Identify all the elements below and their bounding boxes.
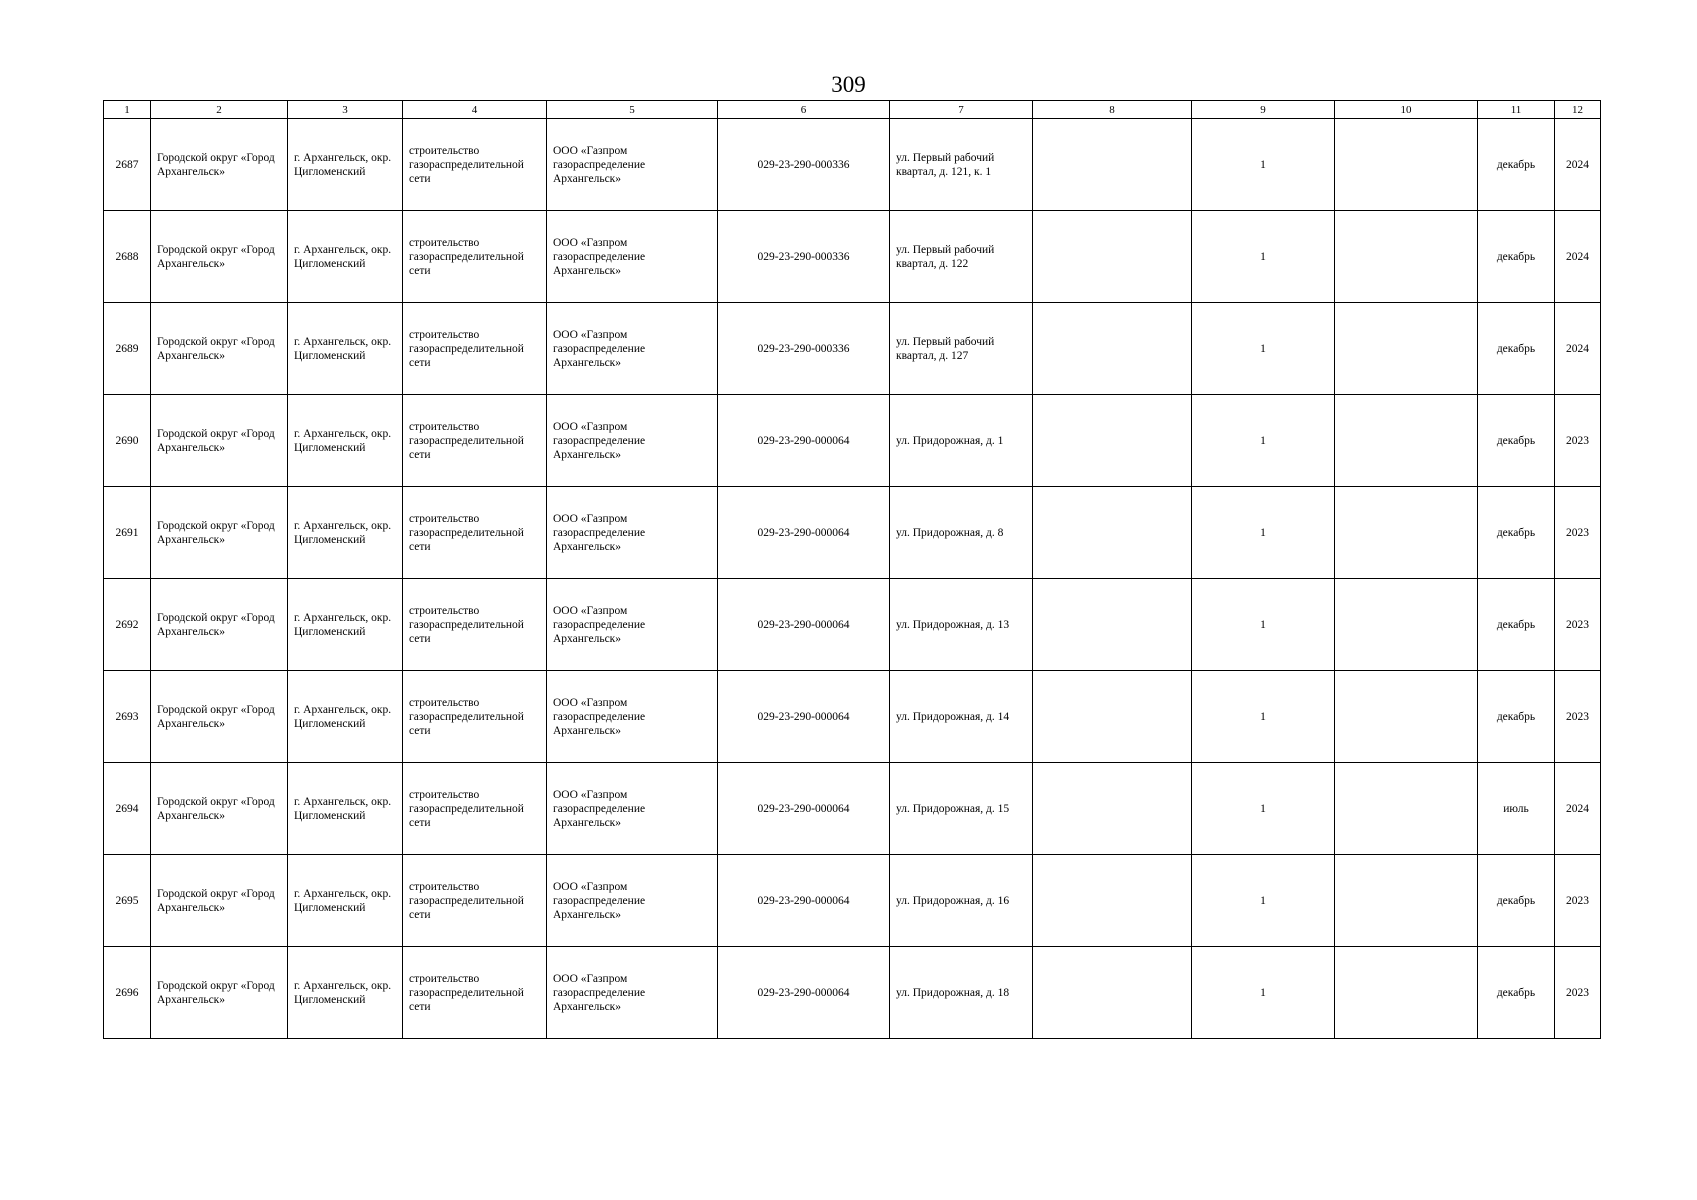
column-8-cell — [1033, 947, 1192, 1039]
address-cell: ул. Придорожная, д. 13 — [890, 579, 1033, 671]
column-9-cell: 1 — [1192, 119, 1335, 211]
code-cell: 029-23-290-000336 — [718, 303, 890, 395]
year-cell: 2023 — [1555, 487, 1601, 579]
year-cell: 2024 — [1555, 763, 1601, 855]
year-cell: 2023 — [1555, 947, 1601, 1039]
column-number: 10 — [1335, 101, 1478, 119]
row-number-cell: 2693 — [104, 671, 151, 763]
operator-cell: ООО «Газпром газораспределение Архангельск» — [547, 119, 718, 211]
row-number-cell: 2694 — [104, 763, 151, 855]
column-number: 12 — [1555, 101, 1601, 119]
table-row — [104, 579, 1601, 671]
address-cell: ул. Придорожная, д. 8 — [890, 487, 1033, 579]
operator-cell: ООО «Газпром газораспределение Архангельск» — [547, 303, 718, 395]
locality-cell: г. Архангельск, окр. Цигломенский — [288, 947, 403, 1039]
row-number-cell: 2692 — [104, 579, 151, 671]
activity-cell: строительство газораспределительной сети — [403, 303, 547, 395]
activity-cell: строительство газораспределительной сети — [403, 395, 547, 487]
row-number-cell: 2696 — [104, 947, 151, 1039]
municipality-cell: Городской округ «Город Архангельск» — [151, 947, 288, 1039]
month-cell: июль — [1478, 763, 1555, 855]
code-cell: 029-23-290-000064 — [718, 763, 890, 855]
activity-cell: строительство газораспределительной сети — [403, 671, 547, 763]
table-row — [104, 119, 1601, 211]
column-9-cell: 1 — [1192, 395, 1335, 487]
address-cell: ул. Первый рабочий квартал, д. 122 — [890, 211, 1033, 303]
row-number-cell: 2695 — [104, 855, 151, 947]
code-cell: 029-23-290-000064 — [718, 579, 890, 671]
column-8-cell — [1033, 763, 1192, 855]
row-number-cell: 2690 — [104, 395, 151, 487]
column-10-cell — [1335, 579, 1478, 671]
municipality-cell: Городской округ «Город Архангельск» — [151, 763, 288, 855]
activity-cell: строительство газораспределительной сети — [403, 211, 547, 303]
table-row — [104, 303, 1601, 395]
address-cell: ул. Придорожная, д. 14 — [890, 671, 1033, 763]
column-10-cell — [1335, 947, 1478, 1039]
locality-cell: г. Архангельск, окр. Цигломенский — [288, 487, 403, 579]
column-10-cell — [1335, 119, 1478, 211]
code-cell: 029-23-290-000336 — [718, 119, 890, 211]
year-cell: 2024 — [1555, 303, 1601, 395]
column-9-cell: 1 — [1192, 487, 1335, 579]
column-number: 7 — [890, 101, 1033, 119]
locality-cell: г. Архангельск, окр. Цигломенский — [288, 763, 403, 855]
column-9-cell: 1 — [1192, 947, 1335, 1039]
column-10-cell — [1335, 763, 1478, 855]
month-cell: декабрь — [1478, 671, 1555, 763]
year-cell: 2024 — [1555, 211, 1601, 303]
column-8-cell — [1033, 579, 1192, 671]
column-10-cell — [1335, 211, 1478, 303]
table-row — [104, 211, 1601, 303]
year-cell: 2023 — [1555, 671, 1601, 763]
year-cell: 2023 — [1555, 855, 1601, 947]
locality-cell: г. Архангельск, окр. Цигломенский — [288, 211, 403, 303]
column-8-cell — [1033, 303, 1192, 395]
month-cell: декабрь — [1478, 487, 1555, 579]
locality-cell: г. Архангельск, окр. Цигломенский — [288, 395, 403, 487]
year-cell: 2024 — [1555, 119, 1601, 211]
row-number-cell: 2689 — [104, 303, 151, 395]
table-body — [104, 101, 1601, 1039]
column-9-cell: 1 — [1192, 579, 1335, 671]
month-cell: декабрь — [1478, 855, 1555, 947]
column-10-cell — [1335, 395, 1478, 487]
column-number: 1 — [104, 101, 151, 119]
table-row — [104, 855, 1601, 947]
municipality-cell: Городской округ «Город Архангельск» — [151, 303, 288, 395]
month-cell: декабрь — [1478, 211, 1555, 303]
column-10-cell — [1335, 855, 1478, 947]
address-cell: ул. Первый рабочий квартал, д. 127 — [890, 303, 1033, 395]
table-row — [104, 947, 1601, 1039]
month-cell: декабрь — [1478, 579, 1555, 671]
activity-cell: строительство газораспределительной сети — [403, 579, 547, 671]
municipality-cell: Городской округ «Город Архангельск» — [151, 119, 288, 211]
municipality-cell: Городской округ «Город Архангельск» — [151, 211, 288, 303]
locality-cell: г. Архангельск, окр. Цигломенский — [288, 855, 403, 947]
address-cell: ул. Придорожная, д. 18 — [890, 947, 1033, 1039]
column-number: 8 — [1033, 101, 1192, 119]
column-number: 11 — [1478, 101, 1555, 119]
column-number: 6 — [718, 101, 890, 119]
address-cell: ул. Первый рабочий квартал, д. 121, к. 1 — [890, 119, 1033, 211]
row-number-cell: 2691 — [104, 487, 151, 579]
column-number: 4 — [403, 101, 547, 119]
column-number: 3 — [288, 101, 403, 119]
code-cell: 029-23-290-000064 — [718, 855, 890, 947]
year-cell: 2023 — [1555, 395, 1601, 487]
row-number-cell: 2687 — [104, 119, 151, 211]
column-10-cell — [1335, 303, 1478, 395]
column-8-cell — [1033, 211, 1192, 303]
column-9-cell: 1 — [1192, 211, 1335, 303]
operator-cell: ООО «Газпром газораспределение Архангельск» — [547, 211, 718, 303]
column-9-cell: 1 — [1192, 855, 1335, 947]
activity-cell: строительство газораспределительной сети — [403, 763, 547, 855]
code-cell: 029-23-290-000336 — [718, 211, 890, 303]
row-number-cell: 2688 — [104, 211, 151, 303]
locality-cell: г. Архангельск, окр. Цигломенский — [288, 119, 403, 211]
month-cell: декабрь — [1478, 395, 1555, 487]
month-cell: декабрь — [1478, 119, 1555, 211]
activity-cell: строительство газораспределительной сети — [403, 487, 547, 579]
column-number-row — [104, 101, 1601, 119]
locality-cell: г. Архангельск, окр. Цигломенский — [288, 671, 403, 763]
month-cell: декабрь — [1478, 947, 1555, 1039]
column-10-cell — [1335, 487, 1478, 579]
municipality-cell: Городской округ «Город Архангельск» — [151, 671, 288, 763]
month-cell: декабрь — [1478, 303, 1555, 395]
activity-cell: строительство газораспределительной сети — [403, 119, 547, 211]
operator-cell: ООО «Газпром газораспределение Архангельск» — [547, 947, 718, 1039]
code-cell: 029-23-290-000064 — [718, 671, 890, 763]
column-8-cell — [1033, 395, 1192, 487]
operator-cell: ООО «Газпром газораспределение Архангельск» — [547, 487, 718, 579]
year-cell: 2023 — [1555, 579, 1601, 671]
operator-cell: ООО «Газпром газораспределение Архангельск» — [547, 763, 718, 855]
column-8-cell — [1033, 855, 1192, 947]
registry-table — [103, 100, 1601, 1039]
activity-cell: строительство газораспределительной сети — [403, 947, 547, 1039]
page-number: 309 — [831, 72, 866, 97]
column-9-cell: 1 — [1192, 671, 1335, 763]
table-row — [104, 671, 1601, 763]
locality-cell: г. Архангельск, окр. Цигломенский — [288, 303, 403, 395]
municipality-cell: Городской округ «Город Архангельск» — [151, 487, 288, 579]
operator-cell: ООО «Газпром газораспределение Архангельск» — [547, 579, 718, 671]
table-row — [104, 763, 1601, 855]
address-cell: ул. Придорожная, д. 1 — [890, 395, 1033, 487]
column-9-cell: 1 — [1192, 303, 1335, 395]
column-8-cell — [1033, 671, 1192, 763]
operator-cell: ООО «Газпром газораспределение Архангельск» — [547, 855, 718, 947]
municipality-cell: Городской округ «Город Архангельск» — [151, 579, 288, 671]
code-cell: 029-23-290-000064 — [718, 947, 890, 1039]
table-row — [104, 395, 1601, 487]
address-cell: ул. Придорожная, д. 16 — [890, 855, 1033, 947]
code-cell: 029-23-290-000064 — [718, 487, 890, 579]
column-number: 2 — [151, 101, 288, 119]
column-8-cell — [1033, 487, 1192, 579]
table-row — [104, 487, 1601, 579]
code-cell: 029-23-290-000064 — [718, 395, 890, 487]
locality-cell: г. Архангельск, окр. Цигломенский — [288, 579, 403, 671]
municipality-cell: Городской округ «Город Архангельск» — [151, 395, 288, 487]
activity-cell: строительство газораспределительной сети — [403, 855, 547, 947]
operator-cell: ООО «Газпром газораспределение Архангельск» — [547, 671, 718, 763]
column-number: 9 — [1192, 101, 1335, 119]
column-10-cell — [1335, 671, 1478, 763]
column-8-cell — [1033, 119, 1192, 211]
municipality-cell: Городской округ «Город Архангельск» — [151, 855, 288, 947]
operator-cell: ООО «Газпром газораспределение Архангельск» — [547, 395, 718, 487]
address-cell: ул. Придорожная, д. 15 — [890, 763, 1033, 855]
column-number: 5 — [547, 101, 718, 119]
column-9-cell: 1 — [1192, 763, 1335, 855]
